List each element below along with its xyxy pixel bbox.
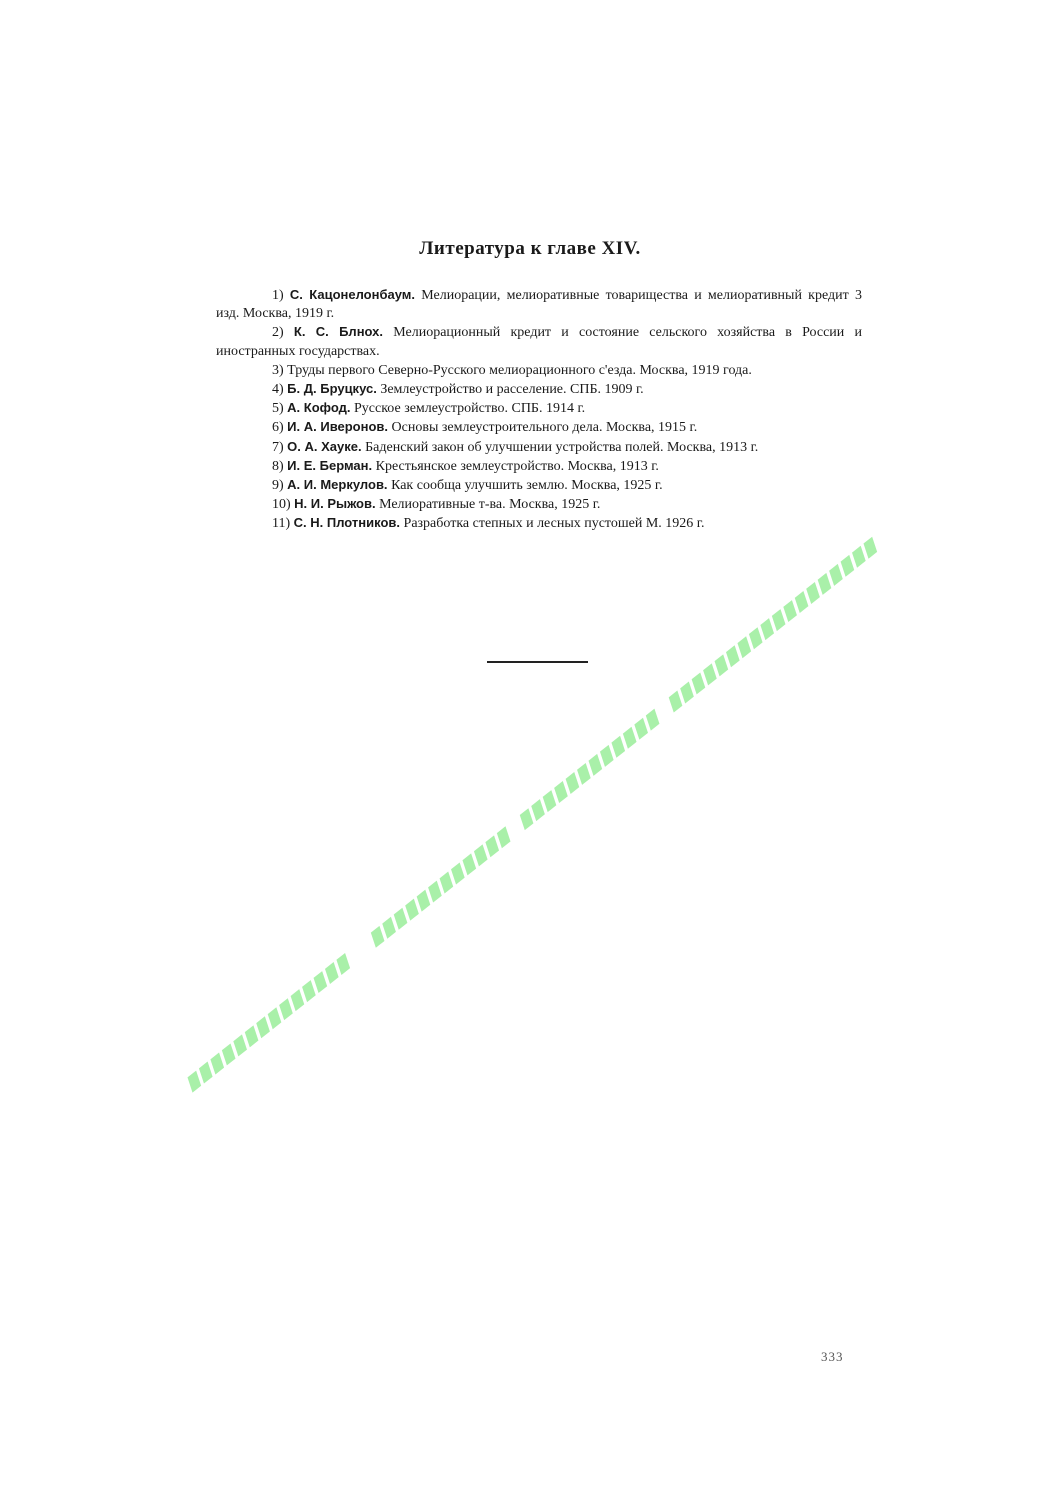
reference-author: К. С. Блнох. (293, 324, 384, 340)
reference-title: Мелиоративные т-ва. Москва, 1925 г. (375, 497, 601, 513)
reference-title: Труды первого Северно-Русского мелиорационного с'езда. Москва, 1919 года. (287, 362, 752, 378)
reference-item: 6) И. А. Иверонов. Основы землеустроительного дела. Москва, 1915 г. (272, 419, 698, 436)
watermark-block (577, 763, 591, 785)
reference-item: 4) Б. Д. Бруцкус. Землеустройство и расселение. СПБ. 1909 г. (272, 381, 644, 398)
reference-item: 3) Труды первого Северно-Русского мелиорационного с'езда. Москва, 1919 года. (272, 362, 752, 378)
watermark-block (210, 1053, 224, 1075)
watermark-block (382, 917, 396, 939)
watermark-block (749, 627, 763, 649)
watermark-block (852, 546, 866, 568)
reference-title: Мелиорации, мелиоративные товарищества и мелиоративный кредит 3 изд. Москва, 1919 г. (216, 288, 862, 322)
reference-item: 11) С. Н. Плотников. Разработка степных и лесных пустошей М. 1926 г. (272, 515, 705, 532)
watermark-block (829, 564, 843, 586)
chapter-literature-heading: Литература к главе XIV. (419, 238, 641, 259)
watermark-block (737, 636, 751, 658)
watermark-block (245, 1025, 259, 1047)
watermark-block (233, 1034, 247, 1056)
reference-title: Мелиорационный кредит и состояние сельского хозяйства в России и иностранных государствах. (216, 325, 863, 359)
watermark-block (199, 1062, 213, 1084)
reference-title: Русское землеустройство. СПБ. 1914 г. (350, 401, 586, 417)
watermark-block (405, 899, 419, 921)
reference-author: А. И. Меркулов. (287, 477, 388, 493)
watermark-block (256, 1016, 270, 1038)
reference-title: Разработка степных и лесных пустошей М. 1926 г. (400, 516, 705, 532)
watermark-block (428, 881, 442, 903)
watermark-block (497, 826, 511, 848)
watermark-block (187, 1071, 201, 1093)
watermark-block (806, 582, 820, 604)
watermark-block (554, 781, 568, 803)
watermark-block (726, 645, 740, 667)
watermark-block (291, 989, 305, 1011)
reference-author: И. Е. Берман. (287, 457, 373, 473)
reference-item: 10) Н. И. Рыжов. Мелиоративные т-ва. Москва, 1925 г. (272, 496, 601, 513)
page-number: 333 (821, 1349, 844, 1364)
watermark-block (600, 745, 614, 767)
watermark-block (864, 537, 878, 559)
watermark-block (783, 600, 797, 622)
reference-author: Б. Д. Бруцкус. (287, 381, 377, 397)
reference-title: Основы землеустроительного дела. Москва, 1915 г. (388, 420, 698, 436)
watermark-block (760, 618, 774, 640)
reference-author: А. Кофод. (287, 400, 351, 416)
reference-title: Крестьянское землеустройство. Москва, 1913 г. (372, 458, 659, 474)
reference-item: 8) И. Е. Берман. Крестьянское землеустройство. Москва, 1913 г. (272, 457, 659, 474)
section-divider (487, 661, 588, 663)
watermark-block (795, 591, 809, 613)
watermark-block (646, 709, 660, 731)
reference-item: 5) А. Кофод. Русское землеустройство. СПБ. 1914 г. (272, 400, 586, 417)
watermark-block (302, 980, 316, 1002)
reference-title: Баденский закон об улучшении устройства полей. Москва, 1913 г. (361, 439, 759, 455)
watermark-block (703, 663, 717, 685)
watermark-block (692, 672, 706, 694)
watermark-block (474, 844, 488, 866)
watermark-block (451, 862, 465, 884)
watermark-block (440, 872, 454, 894)
watermark-block (336, 953, 350, 975)
watermark-block (669, 691, 683, 713)
watermark-blocks (183, 537, 881, 1093)
watermark-block (371, 926, 385, 948)
watermark-block (485, 835, 499, 857)
reference-title: Землеустройство и расселение. СПБ. 1909 г. (376, 382, 644, 398)
watermark-block (543, 790, 557, 812)
watermark-block (417, 890, 431, 912)
watermark-block (818, 573, 832, 595)
reference-title: Как сообща улучшить землю. Москва, 1925 г. (387, 478, 663, 494)
watermark-block (314, 971, 328, 993)
reference-author: Н. И. Рыжов. (294, 496, 376, 512)
watermark-block (325, 962, 339, 984)
reference-item: 9) А. И. Меркулов. Как сообща улучшить землю. Москва, 1925 г. (272, 477, 663, 494)
reference-item: 2) К. С. Блнох. Мелиорационный кредит и состояние сельского хозяйства в России и иностранных государствах. (216, 324, 863, 359)
watermark-block (268, 1007, 282, 1029)
watermark-block (566, 772, 580, 794)
watermark-block (611, 736, 625, 758)
watermark-block (715, 654, 729, 676)
reference-author: И. А. Иверонов. (287, 419, 389, 435)
watermark-block (462, 853, 476, 875)
watermark-block (623, 727, 637, 749)
watermark-block (680, 682, 694, 704)
watermark-block (222, 1043, 236, 1065)
watermark-block (394, 908, 408, 930)
reference-item: 1) С. Кацонелонбаум. Мелиорации, мелиоративные товарищества и мелиоративный кредит 3 изд. Москва, 1919 г. (216, 287, 862, 322)
watermark-block (634, 718, 648, 740)
watermark-block (772, 609, 786, 631)
watermark-block (841, 555, 855, 577)
watermark-block (520, 808, 534, 830)
reference-author: С. Н. Плотников. (293, 515, 401, 531)
reference-item: 7) О. А. Хауке. Баденский закон об улучшении устройства полей. Москва, 1913 г. (272, 438, 759, 455)
reference-list (216, 286, 862, 534)
reference-author: С. Кацонелонбаум. (289, 287, 416, 302)
watermark-block (589, 754, 603, 776)
reference-author: О. А. Хауке. (287, 438, 362, 454)
watermark-block (531, 799, 545, 821)
watermark-block (279, 998, 293, 1020)
